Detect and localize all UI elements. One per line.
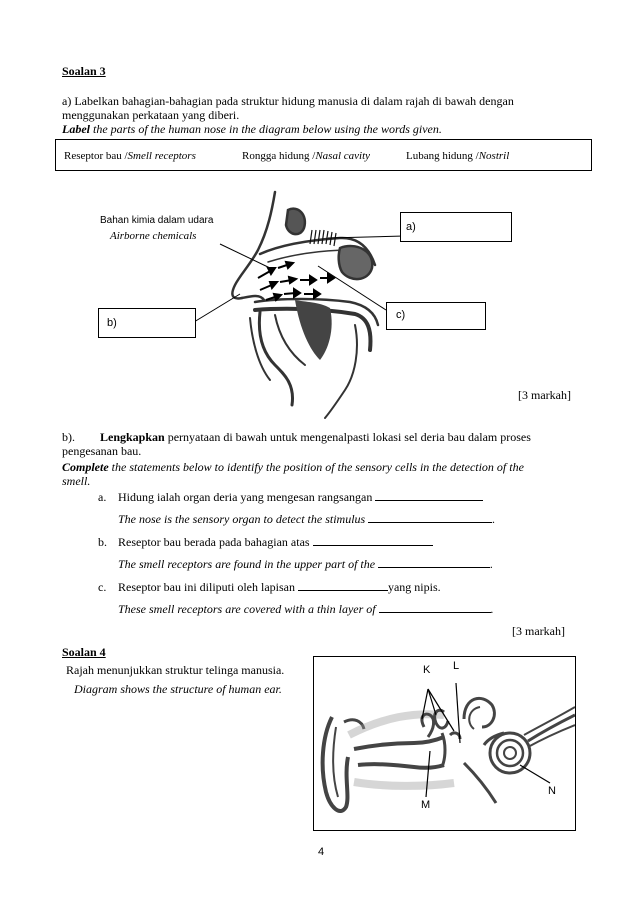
ear-diagram: [314, 657, 575, 830]
statement-c-en: These smell receptors are covered with a thin layer of .: [118, 602, 494, 616]
q4-intro-en: Diagram shows the structure of human ear.: [74, 682, 282, 696]
word-bank-box: [55, 139, 592, 171]
part-a-instruction-en: Label the parts of the human nose in the diagram below using the words given.: [62, 122, 442, 136]
nose-diagram: [180, 190, 410, 420]
part-b-number: b).: [62, 430, 75, 444]
ear-diagram-frame: [313, 656, 576, 831]
answer-box-c[interactable]: [386, 302, 486, 330]
airborne-chemicals-label-en: Airborne chemicals: [110, 230, 197, 242]
statement-a-en: The nose is the sensory organ to detect the stimulus .: [118, 512, 496, 526]
blank-b-en[interactable]: [378, 557, 490, 568]
marks-part-a: [3 markah]: [518, 388, 571, 402]
q4-intro-ms: Rajah menunjukkan struktur telinga manusia.: [66, 663, 285, 677]
ear-outline: [323, 698, 575, 811]
answer-box-a-label: a): [406, 221, 416, 233]
statement-c-ms: Reseptor bau ini diliputi oleh lapisan yang nipis.: [118, 580, 441, 594]
answer-box-b-label: b): [107, 317, 117, 329]
answer-box-b[interactable]: [98, 308, 196, 338]
statement-b-letter: b.: [98, 535, 107, 549]
question-4-heading: Soalan 4: [62, 645, 106, 659]
word-bank-smell-receptors: Reseptor bau /Smell receptors: [64, 150, 196, 162]
airborne-chemicals-label-ms: Bahan kimia dalam udara: [100, 215, 214, 226]
ear-label-l: L: [453, 660, 460, 672]
blank-c-en[interactable]: [379, 602, 491, 613]
part-b-instruction-ms-cont: pengesanan bau.: [62, 444, 142, 458]
part-a-instruction-ms-cont: menggunakan perkataan yang diberi.: [62, 108, 240, 122]
part-b-instruction-en: Complete the statements below to identify the position of the sensory cells in the detection of the: [62, 460, 524, 474]
statement-b-ms: Reseptor bau berada pada bahagian atas: [118, 535, 433, 549]
statement-a-letter: a.: [98, 490, 107, 504]
ear-label-k: K: [423, 664, 431, 676]
ear-label-n: N: [548, 785, 556, 797]
answer-box-a[interactable]: [400, 212, 512, 242]
word-bank-nostril: Lubang hidung /Nostril: [406, 150, 510, 162]
statement-b-en: The smell receptors are found in the upper part of the .: [118, 557, 494, 571]
statement-c-letter: c.: [98, 580, 107, 594]
blank-a-ms[interactable]: [375, 490, 483, 501]
word-bank-nasal-cavity: Rongga hidung /Nasal cavity: [242, 150, 371, 162]
blank-a-en[interactable]: [368, 512, 492, 523]
oral-shading: [295, 300, 332, 360]
page-number: 4: [318, 846, 325, 858]
blank-b-ms[interactable]: [313, 535, 433, 546]
part-b-instruction-ms: Lengkapkan pernyataan di bawah untuk mengenalpasti lokasi sel deria bau dalam proses: [100, 430, 531, 444]
part-b-instruction-en-cont: smell.: [62, 474, 91, 488]
marks-part-b: [3 markah]: [512, 624, 565, 638]
part-a-instruction-ms: a) Labelkan bahagian-bahagian pada struktur hidung manusia di dalam rajah di bawah dengan: [62, 94, 514, 108]
ear-label-m: M: [421, 799, 431, 811]
blank-c-ms[interactable]: [298, 580, 388, 591]
answer-box-c-label: c): [396, 309, 406, 321]
question-3-heading: Soalan 3: [62, 64, 106, 78]
statement-a-ms: Hidung ialah organ deria yang mengesan rangsangan: [118, 490, 483, 504]
